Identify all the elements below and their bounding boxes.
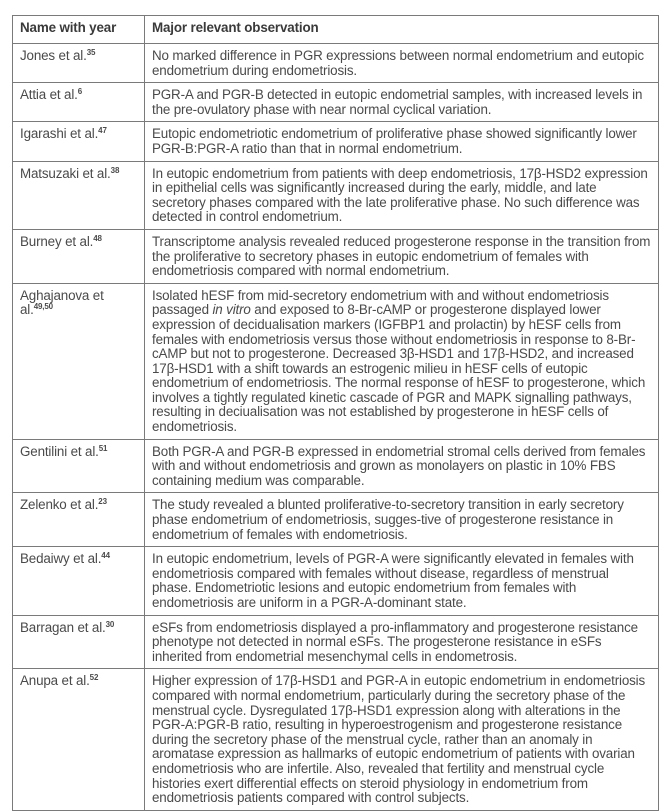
reference-number: 49,50 [33,302,53,312]
study-name: Anupa et al. [20,673,90,689]
reference-number: 23 [98,497,107,507]
observation-cell: Transcriptome analysis revealed reduced progesterone response in the transition from the proliferative to secretory phases in eutopic endometrium of females with endometriosis compared with normal endometrium. [145,229,659,283]
observation-cell [145,283,659,439]
study-name-cell [13,493,145,547]
observation-cell: eSFs from endometriosis displayed a pro-inflammatory and progesterone resistance phenotype not detected in normal eSFs. The progesterone resistance in eSFs inherited from endometrial mesenchymal cells in endometrosis. [145,615,659,669]
table-row [13,669,659,810]
observation-cell: The study revealed a blunted proliferative-to-secretory transition in early secretory phase endometrium of endometriosis, sugges-tive of progesterone resistance in endometrium of females with endometriosis. [145,493,659,547]
observation-cell: PGR-A and PGR-B detected in eutopic endometrial samples, with increased levels in the pre-ovulatory phase with near normal cyclical variation. [145,83,659,122]
observation-italic-text: in vitro [212,302,251,318]
reference-number: 30 [105,619,115,629]
reference-number: 35 [86,48,96,57]
table-row [13,439,659,493]
table-row [13,283,659,439]
observation-cell: Both PGR-A and PGR-B expressed in endometrial stromal cells derived from females with and without endometriosis and grown as monolayers on plastic in 10% FBS containing medium was comparable. [145,439,659,493]
reference-number: 6 [77,87,83,97]
studies-table [12,15,659,811]
study-name-cell [13,83,145,122]
study-name-cell [13,122,145,161]
reference-number: 52 [89,673,99,683]
table-row [13,615,659,669]
column-header-name: Name with year [13,16,145,44]
table-row [13,161,659,229]
study-name: Barragan et al. [20,619,106,635]
study-name-cell [13,547,145,615]
table-row [13,493,659,547]
study-name-cell [13,44,145,83]
study-name: Matsuzaki et al. [20,165,111,181]
reference-number: 48 [93,233,102,243]
study-name: Igarashi et al. [20,126,99,142]
study-name-cell [13,283,145,439]
study-name-cell [13,439,145,493]
table-row [13,547,659,615]
observation-cell: Eutopic endometriotic endometrium of proliferative phase showed significantly lower PGR-B:PGR-A ratio than that in normal endometrium. [145,122,659,161]
study-name: Zelenko et al. [20,497,99,513]
study-name: Aghajanova et al. [20,287,104,318]
studies-table-container [12,15,658,811]
observation-text: Isolated hESF from mid-secretory endometrium with and without endometriosis passaged [152,287,609,318]
study-name: Attia et al. [20,87,78,103]
column-header-observation: Major relevant observation [145,16,659,44]
study-name: Burney et al. [20,233,94,249]
study-name-cell [13,615,145,669]
study-name-cell [13,669,145,810]
observation-cell: In eutopic endometrium, levels of PGR-A were significantly elevated in females with endometriosis compared with females without disease, regardless of menstrual phase. Endometriotic lesions and eutopic endometrium from females with endometriosis are uniform in a PGR-A-dominant state. [145,547,659,615]
observation-cell: Higher expression of 17β-HSD1 and PGR-A in eutopic endometrium in endometriosis compared with normal endometrium, particularly during the secretory phase of the menstrual cycle. Dysregulated 17β-HSD1 expression along with alterations in the PGR-A:PGR-B ratio, resulting in hyperoestrogenism and progesterone resistance during the secretory phase of the menstrual cycle, rather than an anomaly in aromatase expression as hallmarks of eutopic endometrium of patients with ovarian endometriosis who are infertile. Also, revealed that fertility and menstrual cycle histories exert differential effects on steroid physiology in endometrium from endometriosis patients compared with control subjects. [145,669,659,810]
reference-number: 47 [98,126,107,136]
study-name: Gentilini et al. [20,443,99,459]
study-name: Bedaiwy et al. [20,551,102,567]
observation-text: and exposed to 8-Br-cAMP or progesterone displayed lower expression of decidualisation markers (IGFBP1 and prolactin) by hESF cells from females with endometriosis versus those without endometriosis in response to 8-Br-cAMP but not to progesterone. Decreased 3β-HSD1 and 17β-HSD2, and increased 17β-HSD1 with a shift towards an estrogenic milieu in hESF cells of eutopic endometrium of endometriosis. The normal response of hESF to progesterone, which involves a tightly regulated kinetic cascade of PGR and MAPK signalling pathways, resulting in deciualisation was not established by progesterone in hESF cells of endometriosis. [152,302,646,435]
reference-number: 44 [101,551,110,561]
table-row [13,122,659,161]
reference-number: 38 [110,165,120,175]
observation-cell: No marked difference in PGR expressions between normal endometrium and eutopic endometrium during endometriosis. [145,44,659,83]
observation-cell: In eutopic endometrium from patients with deep endometriosis, 17β-HSD2 expression in epithelial cells was significantly increased during the early, middle, and late secretory phases compared with the late proliferative phase. No such difference was detected in control endometrium. [145,161,659,229]
study-name: Jones et al. [20,48,87,63]
study-name-cell [13,229,145,283]
table-row [13,44,659,83]
table-row [13,83,659,122]
table-header-row [13,16,659,44]
table-row [13,229,659,283]
reference-number: 51 [98,443,108,453]
study-name-cell [13,161,145,229]
